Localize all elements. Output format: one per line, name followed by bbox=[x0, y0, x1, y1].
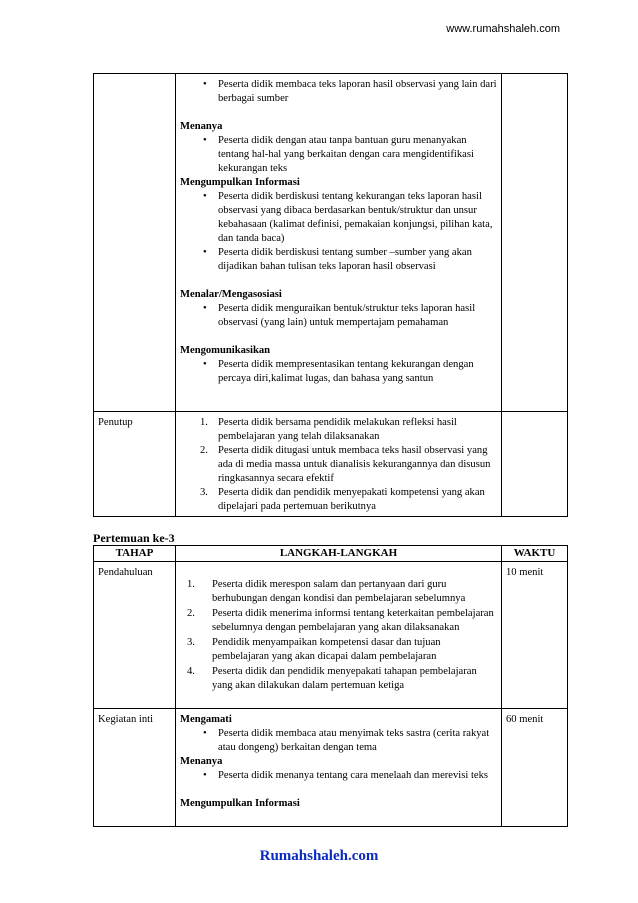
list-item: 1. Peserta didik bersama pendidik melakukan refleksi hasil pembelajaran yang telah dilaksanakan bbox=[200, 417, 457, 442]
mengumpulkan-heading: Mengumpulkan Informasi bbox=[180, 798, 300, 809]
column-header-steps: LANGKAH-LANGKAH bbox=[176, 546, 502, 562]
steps-cell bbox=[176, 74, 502, 412]
table-row bbox=[94, 74, 568, 412]
steps-cell bbox=[176, 709, 502, 827]
time-cell: 60 menit bbox=[502, 709, 568, 827]
mengamati-heading: Mengamati bbox=[180, 714, 232, 725]
list-item: 1. Peserta didik merespon salam dan pertanyaan dari guru berhubungan dengan kondisi dan pembelajaran sebelumnya bbox=[187, 579, 466, 604]
list-item: • Peserta didik menguraikan bentuk/struktur teks laporan hasil observasi (yang lain) untuk mempertajam pemahaman bbox=[180, 302, 497, 330]
list-item: • Peserta didik dengan atau tanpa bantuan guru menanyakan tentang hal-hal yang berkaitan dengan cara mengidentifikasi kekurangan teks bbox=[180, 134, 497, 176]
time-cell bbox=[502, 412, 568, 517]
list-item: 3. Peserta didik dan pendidik menyepakati kompetensi yang akan dipelajari pada pertemuan berikutnya bbox=[200, 487, 485, 512]
section-title: Pertemuan ke-3 bbox=[93, 531, 175, 545]
list-item: • Peserta didik membaca teks laporan hasil observasi yang lain dari berbagai sumber bbox=[180, 78, 497, 106]
table-row bbox=[94, 562, 568, 709]
list-item: 4. Peserta didik dan pendidik menyepakati tahapan pembelajaran yang akan dilakukan dalam pertemuan ketiga bbox=[187, 666, 477, 691]
list-item: • Peserta didik membaca atau menyimak teks sastra (cerita rakyat atau dongeng) berkaitan dengan tema bbox=[180, 727, 497, 755]
time-cell: 10 menit bbox=[502, 562, 568, 709]
list-item: 2. Peserta didik menerima informsi tentang keterkaitan pembelajaran sebelumnya dengan pembelajaran yang akan dilaksanakan bbox=[187, 608, 494, 633]
table-row bbox=[94, 412, 568, 517]
menanya-heading: Menanya bbox=[180, 121, 223, 132]
menalar-heading: Menalar/Mengasosiasi bbox=[180, 289, 282, 300]
stage-cell: Kegiatan inti bbox=[94, 709, 176, 827]
learning-steps-table-meeting-3 bbox=[93, 545, 568, 827]
table-header-row bbox=[94, 546, 568, 562]
steps-cell bbox=[176, 562, 502, 709]
stage-cell: Penutup bbox=[94, 412, 176, 517]
footer-site-link[interactable]: Rumahshaleh.com bbox=[259, 848, 379, 864]
column-header-stage: TAHAP bbox=[94, 546, 176, 562]
list-item: 3. Pendidik menyampaikan kompetensi dasar dan tujuan pembelajaran yang akan dicapai dalam pembelajaran bbox=[187, 637, 441, 662]
time-cell bbox=[502, 74, 568, 412]
steps-cell bbox=[176, 412, 502, 517]
list-item: 2. Peserta didik ditugasi untuk membaca teks hasil observasi yang ada di media massa untuk dianalisis kekurangannya dan disusun ringkasannya secara efektif bbox=[200, 445, 491, 484]
mengkomunikasikan-heading: Mengomunikasikan bbox=[180, 345, 271, 356]
menanya-heading: Menanya bbox=[180, 756, 223, 767]
list-item: • Peserta didik berdiskusi tentang sumber –sumber yang akan dijadikan bahan tulisan teks laporan hasil observasi bbox=[180, 246, 497, 274]
column-header-time: WAKTU bbox=[502, 546, 568, 562]
list-item: • Peserta didik mempresentasikan tentang kekurangan dengan percaya diri,kalimat lugas, dan bahasa yang santun bbox=[180, 358, 497, 386]
header-site-url: www.rumahshaleh.com bbox=[446, 23, 560, 35]
mengumpulkan-heading: Mengumpulkan Informasi bbox=[180, 177, 300, 188]
stage-cell bbox=[94, 74, 176, 412]
list-item: • Peserta didik menanya tentang cara menelaah dan merevisi teks bbox=[180, 769, 497, 783]
learning-steps-table-continued bbox=[93, 73, 568, 517]
table-row bbox=[94, 709, 568, 827]
stage-cell: Pendahuluan bbox=[94, 562, 176, 709]
list-item: • Peserta didik berdiskusi tentang kekurangan teks laporan hasil observasi yang dibaca berdasarkan bentuk/struktur dan unsur kebahasaan (kalimat definisi, pemakaian konjungsi, pilihan kata, dan tanda baca) bbox=[180, 190, 497, 246]
